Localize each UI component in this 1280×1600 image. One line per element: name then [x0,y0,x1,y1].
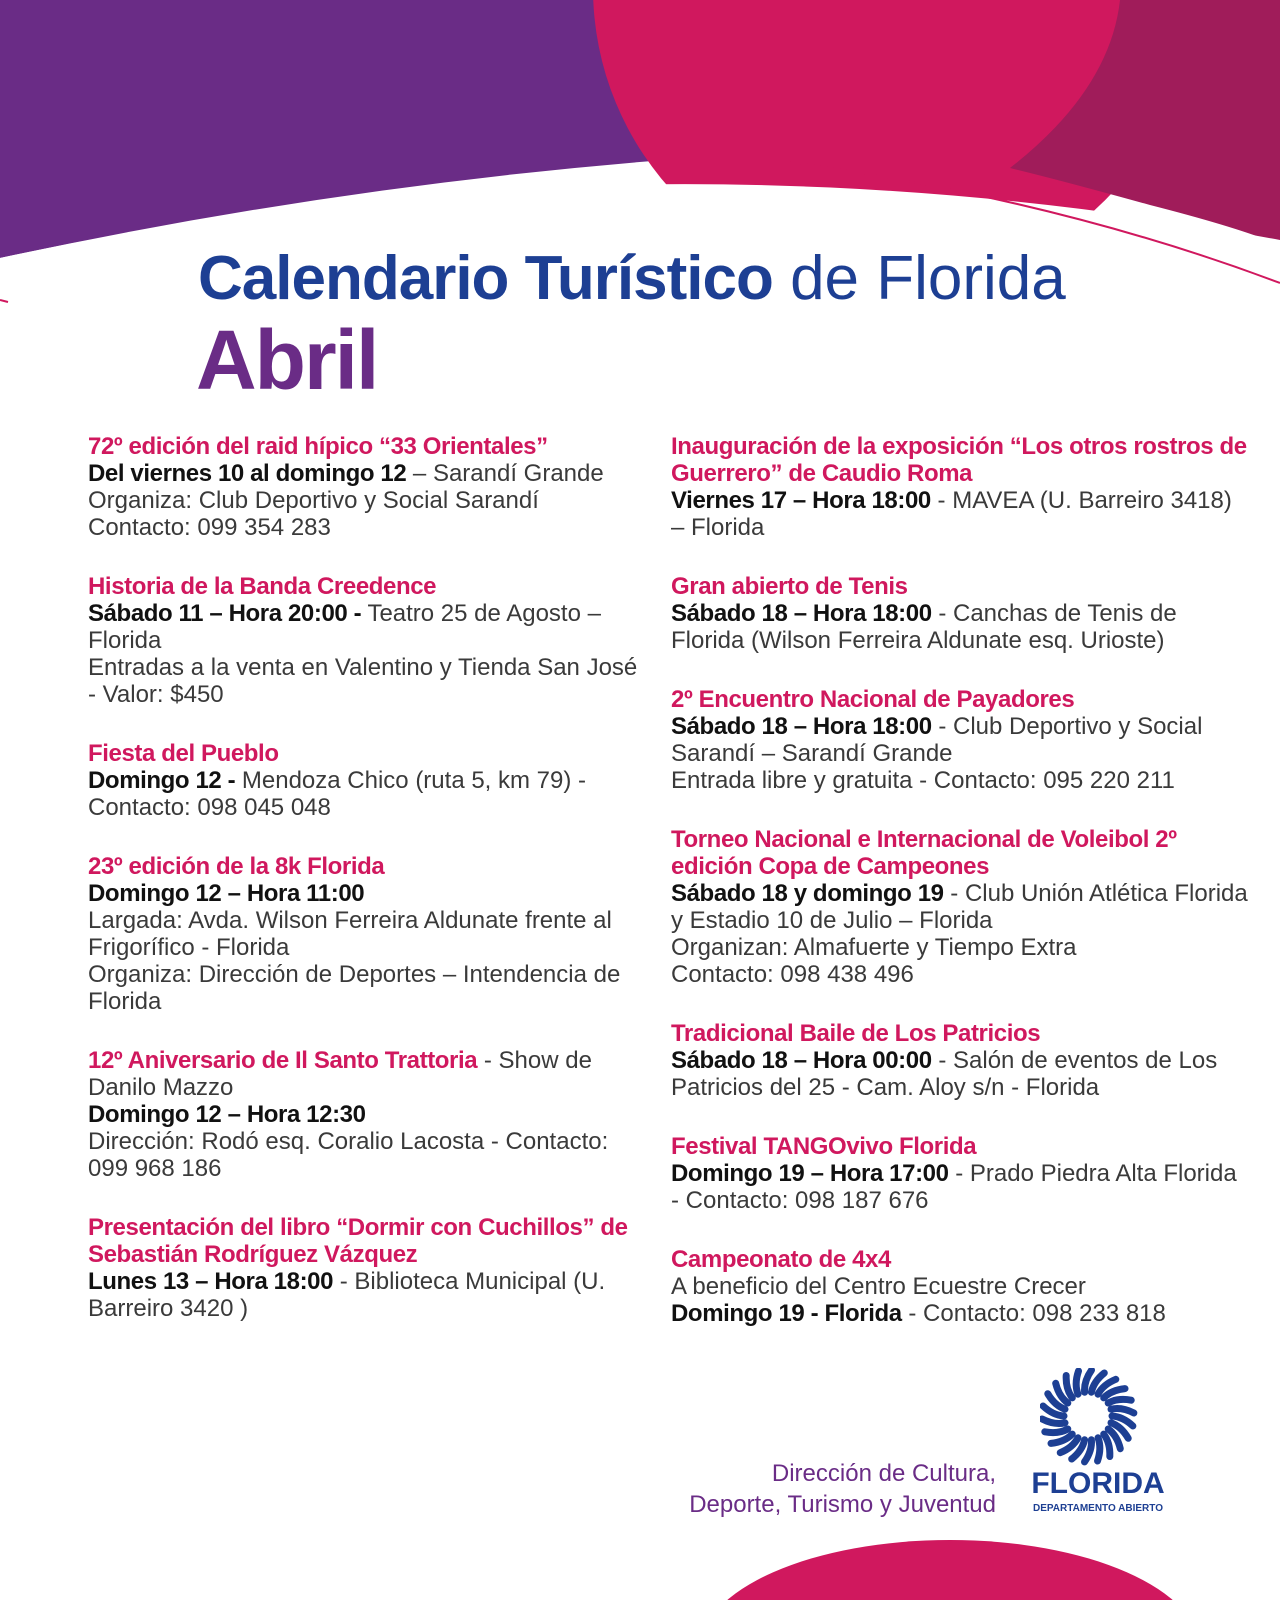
event-date-time: Domingo 19 – Hora 17:00 [671,1160,949,1187]
event-detail-line [88,767,648,821]
event-detail-text: – Sarandí Grande [406,460,604,487]
event-title: Fiesta del Pueblo [88,740,279,767]
event-date-time: Del viernes 10 al domingo 12 [88,460,407,487]
events-column-right [671,433,1251,1359]
florida-logo [1018,1368,1178,1514]
page-title [198,244,1066,313]
event-date-time: Sábado 18 – Hora 00:00 [671,1047,932,1074]
event-detail-text: Organiza: Club Deportivo y Social Sarandí [88,487,539,514]
event-detail-line [671,934,1251,961]
event-title: Campeonato de 4x4 [671,1246,891,1273]
event-detail-text: - Contacto: 098 233 818 [901,1300,1166,1327]
logo-petal [1108,1399,1131,1403]
event-title-line [671,826,1251,880]
event-title-line [88,853,648,880]
event-detail-text: - Biblioteca Municipal (U. Barreiro 3420 ) [88,1268,606,1322]
event-detail-line [671,1047,1251,1101]
logo-name: FLORIDA [1031,1467,1165,1500]
event-title: 12º Aniversario de Il Santo Trattoria [88,1047,478,1074]
month-heading: Abril [196,313,378,407]
event-date-time: Domingo 19 - Florida [671,1300,902,1327]
event-detail-line [88,600,648,654]
logo-petal [1076,1371,1078,1394]
event-date-time: Domingo 12 – Hora 11:00 [88,880,365,907]
event-detail-text: Entrada libre y gratuita - Contacto: 095 220 211 [671,767,1175,794]
event-title: Gran abierto de Tenis [671,573,908,600]
event-detail-text: Contacto: 099 354 283 [88,514,331,541]
logo-petal [1066,1376,1072,1398]
event-detail-text: Dirección: Rodó esq. Coralio Lacosta - Contacto: 099 968 186 [88,1128,609,1182]
event-item [88,573,648,708]
event-detail-text: Contacto: 098 438 496 [671,961,914,988]
event-detail-text: Organiza: Dirección de Deportes – Intendencia de Florida [88,961,621,1015]
logo-tagline: DEPARTAMENTO ABIERTO [1032,1503,1163,1514]
event-detail-text: - Club Unión Atlética Florida y Estadio 10 de Julio – Florida [671,880,1248,934]
event-item [88,740,648,821]
event-title-line [671,573,1251,600]
event-detail-line [88,460,648,487]
event-item [671,1020,1251,1101]
event-title-line [671,1246,1251,1273]
event-title: 72º edición del raid hípico “33 Orientales” [88,433,548,460]
event-title-line [671,1133,1251,1160]
event-date-time: Domingo 12 - [88,767,236,794]
event-detail-line [671,600,1251,654]
event-title-line [88,433,648,460]
event-title: Tradicional Baile de Los Patricios [671,1020,1041,1047]
event-date-time: Sábado 18 – Hora 18:00 [671,600,932,627]
event-detail-line [671,961,1251,988]
event-detail-line [88,654,648,708]
event-title: Festival TANGOvivo Florida [671,1133,977,1160]
event-item [671,1246,1251,1327]
event-detail-line [671,1300,1251,1327]
event-detail-line [671,767,1251,794]
event-detail-line [671,1160,1251,1214]
event-detail-line [88,1128,648,1182]
title-light: de Florida [772,244,1066,313]
event-detail-line [671,880,1251,934]
logo-petal [1042,1419,1065,1423]
event-date-time: Sábado 18 – Hora 18:00 [671,713,932,740]
event-item [88,853,648,1015]
event-detail-line [671,487,1251,541]
event-detail-text: Teatro 25 de Agosto – Florida [88,600,601,654]
event-item [671,1133,1251,1214]
logo-petal [1111,1409,1134,1413]
sun-swirl-icon [1040,1368,1156,1468]
event-item [671,433,1251,541]
event-item [88,1047,648,1182]
footer-line-2: Deporte, Turismo y Juventud [689,1491,996,1518]
event-title: Inauguración de la exposición “Los otros rostros de Guerrero” de Caudio Roma [671,433,1247,487]
event-title-line [671,686,1251,713]
event-detail-line [88,907,648,961]
logo-petal [1104,1434,1110,1456]
footer-organization [580,1458,996,1520]
event-title-line [671,1020,1251,1047]
event-date-time: Viernes 17 – Hora 18:00 [671,487,931,514]
event-title-suffix: - Show de Danilo Mazzo [88,1047,592,1101]
event-title: Presentación del libro “Dormir con Cuchillos” de Sebastián Rodríguez Vázquez [88,1214,628,1268]
event-detail-line [88,1268,648,1322]
event-detail-text: - Club Deportivo y Social Sarandí – Sarandí Grande [671,713,1203,767]
event-detail-text: A beneficio del Centro Ecuestre Crecer [671,1273,1086,1300]
event-item [88,1214,648,1322]
event-title-line [88,1214,648,1268]
event-detail-text: Mendoza Chico (ruta 5, km 79) - Contacto: 098 045 048 [88,767,587,821]
logo-petal [1045,1429,1068,1433]
event-date-time: Domingo 12 – Hora 12:30 [88,1101,366,1128]
event-title: 2º Encuentro Nacional de Payadores [671,686,1075,713]
event-detail-text: - MAVEA (U. Barreiro 3418) – Florida [671,487,1232,541]
event-detail-line [88,880,648,907]
event-detail-line [88,1101,648,1128]
event-detail-line [88,487,648,514]
event-detail-text: - Canchas de Tenis de Florida (Wilson Ferreira Aldunate esq. Urioste) [671,600,1177,654]
event-date-time: Sábado 18 y domingo 19 [671,880,944,907]
event-title: Historia de la Banda Creedence [88,573,437,600]
event-title-line [88,1047,648,1101]
footer-line-1: Dirección de Cultura, [771,1460,996,1487]
event-date-time: Lunes 13 – Hora 18:00 [88,1268,334,1295]
event-date-time: Sábado 11 – Hora 20:00 - [88,600,362,627]
event-detail-line [671,1273,1251,1300]
event-detail-line [88,961,648,1015]
event-item [88,433,648,541]
event-detail-line [88,514,648,541]
event-title-line [88,573,648,600]
event-detail-text: - Salón de eventos de Los Patricios del 25 - Cam. Aloy s/n - Florida [671,1047,1218,1101]
events-column-left [88,433,648,1354]
event-title-line [88,740,648,767]
event-detail-text: Largada: Avda. Wilson Ferreira Aldunate frente al Frigorífico - Florida [88,907,612,961]
event-title: 23º edición de la 8k Florida [88,853,385,880]
event-title: Torneo Nacional e Internacional de Voleibol 2º edición Copa de Campeones [671,826,1177,880]
event-detail-text: Organizan: Almafuerte y Tiempo Extra [671,934,1077,961]
event-item [671,573,1251,654]
title-bold: Calendario Turístico [198,244,773,313]
event-item [671,686,1251,794]
event-detail-text: Entradas a la venta en Valentino y Tienda San José - Valor: $450 [88,654,638,708]
logo-petal [1098,1438,1100,1461]
event-item [671,826,1251,988]
event-title-line [671,433,1251,487]
event-detail-line [671,713,1251,767]
event-detail-text: - Prado Piedra Alta Florida - Contacto: 098 187 676 [671,1160,1237,1214]
